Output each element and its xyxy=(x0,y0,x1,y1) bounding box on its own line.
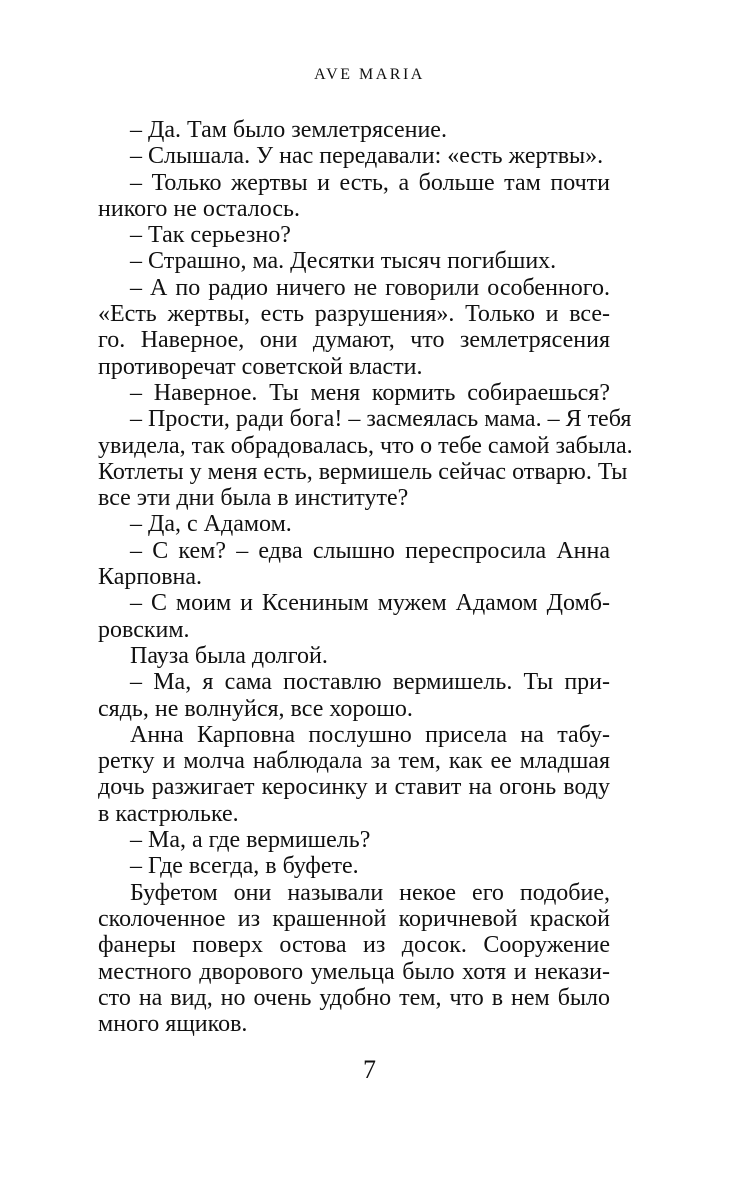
running-head: AVE MARIA xyxy=(314,66,425,83)
text-line: никого не осталось. xyxy=(98,195,300,222)
text-line: – Где всегда, в буфете. xyxy=(130,853,359,880)
text-line: Буфетом они называли некое его подобие, xyxy=(130,879,610,906)
text-line: – Страшно, ма. Десятки тысяч погибших. xyxy=(130,248,557,275)
text-line: фанеры поверх остова из досок. Сооружение xyxy=(98,932,610,959)
text-line: – Да. Там было землетрясение. xyxy=(130,117,447,143)
text-line: местного дворового умельца было хотя и некази- xyxy=(98,958,610,985)
text-line: Пауза была долгой. xyxy=(130,642,328,669)
text-line: го. Наверное, они думают, что землетрясения xyxy=(98,327,610,354)
text-line: – А по радио ничего не говорили особенного. xyxy=(130,274,610,301)
text-line: противоречат советской власти. xyxy=(98,353,423,380)
text-line: Анна Карповна послушно присела на табу- xyxy=(130,721,610,748)
text-line: – Только жертвы и есть, а больше там почти xyxy=(130,169,610,196)
text-line: – Наверное. Ты меня кормить собираешься? xyxy=(130,379,610,406)
text-line: сто на вид, но очень удобно тем, что в нем было xyxy=(98,984,610,1011)
text-line: сядь, не волнуйся, все хорошо. xyxy=(98,695,413,722)
text-line: в кастрюльке. xyxy=(98,800,239,827)
text-line: Котлеты у меня есть, вермишель сейчас отварю. Ты xyxy=(98,458,628,485)
text-line: увидела, так обрадовалась, что о тебе самой забыла. xyxy=(98,432,633,459)
body-text xyxy=(98,117,633,1038)
text-line: – С кем? – едва слышно переспросила Анна xyxy=(130,537,610,564)
text-line: сколоченное из крашенной коричневой краской xyxy=(98,905,610,932)
text-line: все эти дни была в институте? xyxy=(98,485,409,512)
page-number: 7 xyxy=(363,1055,376,1084)
text-line: Карповна. xyxy=(98,564,203,591)
text-line: дочь разжигает керосинку и ставит на огонь воду xyxy=(98,774,610,801)
text-line: ретку и молча наблюдала за тем, как ее младшая xyxy=(98,748,610,775)
text-line: – Ма, я сама поставлю вермишель. Ты при- xyxy=(130,669,610,696)
text-line: – Слышала. У нас передавали: «есть жертвы». xyxy=(130,143,604,170)
text-line: – С моим и Ксениным мужем Адамом Домб- xyxy=(130,590,610,617)
text-line: «Есть жертвы, есть разрушения». Только и все- xyxy=(98,301,610,328)
text-line: – Да, с Адамом. xyxy=(130,511,292,538)
text-line: ровским. xyxy=(98,616,190,643)
text-line: – Прости, ради бога! – засмеялась мама. – Я тебя xyxy=(130,406,632,433)
text-line: – Ма, а где вермишель? xyxy=(130,827,371,854)
text-line: – Так серьезно? xyxy=(130,222,291,249)
text-line: много ящиков. xyxy=(98,1011,248,1038)
